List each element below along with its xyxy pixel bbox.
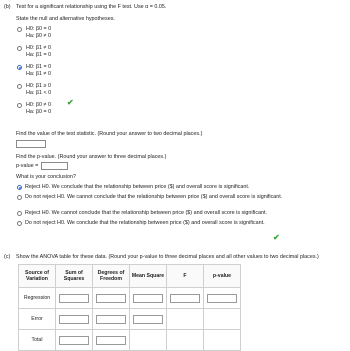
row-label: Error (19, 309, 56, 330)
hypothesis-null: H0: β1 = 0 (26, 64, 52, 70)
conclusion-radio[interactable] (17, 211, 22, 216)
anova-table (18, 264, 241, 351)
regression-ms-input[interactable] (133, 294, 163, 303)
hypothesis-alternative: Ha: β0 ≠ 0 (26, 33, 51, 39)
part-c-label: (c) (4, 254, 11, 260)
test-stat-input[interactable] (16, 140, 46, 148)
hypotheses-check-icon: ✔ (67, 98, 74, 107)
hypothesis-null: H0: β0 ≠ 0 (26, 102, 51, 108)
hypotheses-instruction: State the null and alternative hypotheses. (16, 16, 115, 22)
hypothesis-null: H0: β1 ≥ 0 (26, 83, 51, 89)
header-sum-squares: Sum of Squares (56, 265, 93, 288)
conclusion-radio[interactable] (17, 185, 22, 190)
row-label: Total (19, 330, 56, 351)
header-source: Source of Variation (19, 265, 56, 288)
conclusion-radio[interactable] (17, 221, 22, 226)
hypothesis-alternative: Ha: β1 ≠ 0 (26, 71, 51, 77)
conclusion-label: Do not reject H0. We conclude that the relationship between price ($) and overall score is significant. (25, 220, 265, 226)
regression-f-input[interactable] (170, 294, 200, 303)
error-ms-input[interactable] (133, 315, 163, 324)
hypothesis-radio[interactable] (17, 46, 22, 51)
pvalue-instruction: Find the p-value. (Round your answer to three decimal places.) (16, 154, 167, 160)
conclusion-question: What is your conclusion? (16, 174, 76, 180)
anova-header-row (19, 265, 241, 288)
test-stat-instruction: Find the value of the test statistic. (Round your answer to two decimal places.) (16, 131, 203, 137)
hypothesis-radio[interactable] (17, 84, 22, 89)
row-label: Regression (19, 288, 56, 309)
regression-pvalue-input[interactable] (207, 294, 237, 303)
error-ss-input[interactable] (59, 315, 89, 324)
conclusion-check-icon: ✔ (273, 233, 280, 242)
part-b-prompt: Test for a significant relationship using the F test. Use α = 0.05. (16, 4, 167, 10)
hypothesis-radio[interactable] (17, 103, 22, 108)
hypothesis-alternative: Ha: β1 < 0 (26, 90, 52, 96)
anova-row-regression (19, 288, 241, 309)
header-f: F (167, 265, 204, 288)
part-b-label: (b) (4, 4, 11, 10)
hypothesis-alternative: Ha: β0 = 0 (26, 109, 52, 115)
regression-ss-input[interactable] (59, 294, 89, 303)
conclusion-label: Do not reject H0. We cannot conclude that the relationship between price ($) and overall score is significant. (25, 194, 283, 200)
conclusion-label: Reject H0. We cannot conclude that the relationship between price ($) and overall score is significant. (25, 210, 268, 216)
anova-row-error (19, 309, 241, 330)
error-df-input[interactable] (96, 315, 126, 324)
hypothesis-radio[interactable] (17, 65, 22, 70)
pvalue-input[interactable] (41, 162, 68, 170)
header-degrees-freedom: Degrees of Freedom (93, 265, 130, 288)
hypothesis-alternative: Ha: β1 = 0 (26, 52, 52, 58)
header-pvalue: p-value (204, 265, 241, 288)
conclusion-radio[interactable] (17, 195, 22, 200)
hypothesis-radio[interactable] (17, 27, 22, 32)
regression-df-input[interactable] (96, 294, 126, 303)
hypothesis-null: H0: β0 = 0 (26, 26, 52, 32)
hypothesis-null: H0: β1 ≠ 0 (26, 45, 51, 51)
anova-row-total (19, 330, 241, 351)
pvalue-label: p-value = (16, 163, 39, 169)
header-mean-square: Mean Square (130, 265, 167, 288)
conclusion-label: Reject H0. We conclude that the relationship between price ($) and overall score is significant. (25, 184, 250, 190)
part-c-prompt: Show the ANOVA table for these data. (Round your p-value to three decimal places and all other values to two decimal places.) (16, 254, 319, 260)
